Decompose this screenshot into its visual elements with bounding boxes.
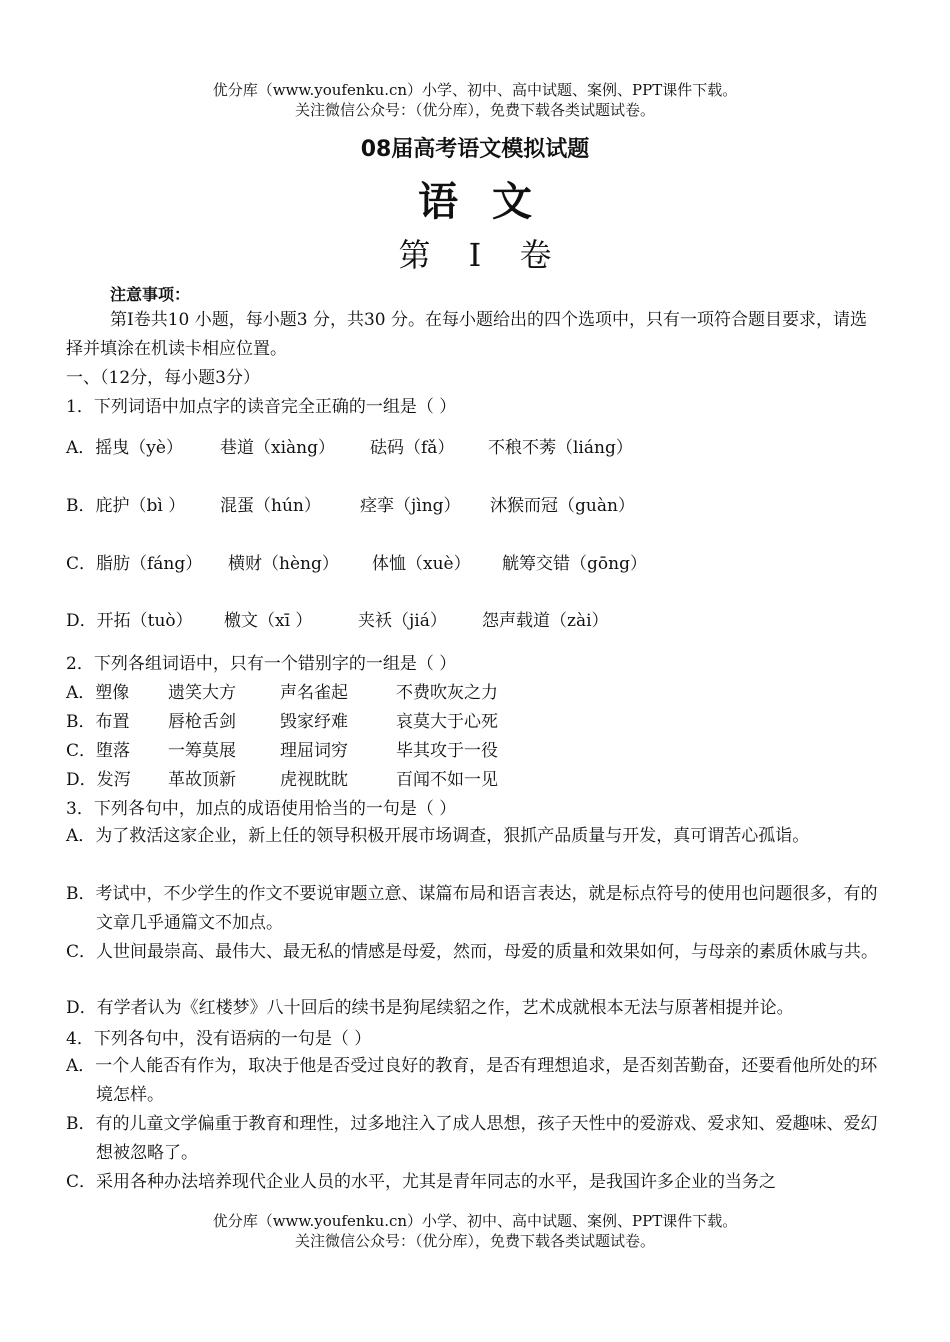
q2-cell: 唇枪舌剑 — [168, 712, 236, 732]
q1-c-item: 觥筹交错（gōng） — [502, 554, 647, 574]
q4-option-b-text: B．有的儿童文学偏重于教育和理性，过多地注入了成人思想，孩子天性中的爱游戏、爱求知、爱趣味、爱幻想被忽略了。 — [66, 1114, 878, 1163]
q4-option-a — [66, 1052, 886, 1110]
q2-cell: 理屈词穷 — [280, 741, 348, 761]
q1-d-item: D．开拓（tuò） — [66, 611, 193, 631]
q2-cell: 不费吹灰之力 — [396, 683, 498, 703]
q3-option-c — [66, 938, 886, 967]
footer-line-1: 优分库（www.youfenku.cn）小学、初中、高中试题、案例、PPT课件下载。 — [212, 1212, 738, 1230]
q1-a-item: 巷道（xiàng） — [220, 438, 335, 458]
q1-d-item: 夹袄（jiá） — [358, 611, 447, 631]
q2-cell: 哀莫大于心死 — [396, 712, 498, 732]
q1-b-item: 沐猴而冠（guàn） — [490, 496, 635, 516]
footer-line-2: 关注微信公众号：（优分库），免费下载各类试题试卷。 — [294, 1232, 655, 1250]
q2-option-a — [66, 681, 498, 705]
q1-c-item: C．脂肪（fáng） — [66, 554, 203, 574]
q4-option-a-text: A．一个人能否有作为，取决于他是否受过良好的教育，是否有理想追求，是否刻苦勤奋，还要看他所处的环境怎样。 — [66, 1056, 878, 1105]
q4-option-c — [66, 1168, 886, 1197]
q1-b-item: 痉挛（jìng） — [360, 496, 461, 516]
section-1-heading: 一、（12分，每小题3分） — [66, 368, 260, 388]
q3-stem: 3．下列各句中，加点的成语使用恰当的一句是（ ） — [66, 799, 457, 819]
q2-option-b — [66, 710, 498, 734]
q1-d-item: 怨声载道（zài） — [482, 611, 609, 631]
q1-d-item: 檄文（xī ） — [224, 611, 313, 631]
q2-cell: A．塑像 — [66, 683, 130, 703]
q2-stem: 2．下列各组词语中，只有一个错别字的一组是（ ） — [66, 654, 457, 674]
q4-option-b — [66, 1110, 886, 1168]
q3-option-d — [66, 994, 886, 1023]
q3-option-d-text: D．有学者认为《红楼梦》八十回后的续书是狗尾续貂之作，艺术成就根本无法与原著相提并论。 — [66, 998, 794, 1018]
q3-option-c-text: C．人世间最崇高、最伟大、最无私的情感是母爱，然而，母爱的质量和效果如何，与母亲的素质休戚与共。 — [66, 942, 879, 962]
q1-option-d — [66, 609, 609, 633]
q2-cell: D．发泻 — [66, 770, 131, 790]
q1-c-item: 体恤（xuè） — [372, 554, 471, 574]
q1-b-item: 混蛋（hún） — [220, 496, 321, 516]
q3-option-a-text: A．为了救活这家企业，新上任的领导积极开展市场调查，狠抓产品质量与开发，真可谓苦心孤诣。 — [66, 826, 810, 846]
q1-option-b — [66, 494, 635, 518]
volume-title: 第 I 卷 — [398, 236, 566, 274]
notice-text: 第Ⅰ卷共10 小题，每小题3 分，共30 分。在每小题给出的四个选项中，只有一项符合题目要求，请选择并填涂在机读卡相应位置。 — [66, 310, 868, 359]
q2-cell: 革故顶新 — [168, 770, 236, 790]
header-line-1: 优分库（www.youfenku.cn）小学、初中、高中试题、案例、PPT课件下载。 — [212, 81, 738, 99]
q3-option-b — [66, 880, 886, 938]
q2-cell: 遗笑大方 — [168, 683, 236, 703]
q2-cell: 百闻不如一见 — [396, 770, 498, 790]
q1-option-a — [66, 436, 633, 460]
q2-cell: 毕其攻于一役 — [396, 741, 498, 761]
q1-a-item: 砝码（fǎ） — [370, 438, 455, 458]
q2-cell: 毁家纾难 — [280, 712, 348, 732]
q2-option-c — [66, 739, 498, 763]
q4-option-c-text: C．采用各种办法培养现代企业人员的水平，尤其是青年同志的水平，是我国许多企业的当务之 — [66, 1172, 777, 1192]
q2-option-d — [66, 768, 498, 792]
header-line-2: 关注微信公众号：（优分库），免费下载各类试题试卷。 — [294, 101, 655, 119]
q4-stem: 4．下列各句中，没有语病的一句是（ ） — [66, 1029, 372, 1049]
q2-cell: B．布置 — [66, 712, 130, 732]
subject-title: 语文 — [418, 179, 566, 225]
q2-cell: 声名雀起 — [280, 683, 348, 703]
notice-heading: 注意事项： — [110, 285, 191, 304]
q1-stem: 1．下列词语中加点字的读音完全正确的一组是（ ） — [66, 397, 457, 417]
q2-cell: 一筹莫展 — [168, 741, 236, 761]
q1-b-item: B．庇护（bì ） — [66, 496, 186, 516]
q1-a-item: A．摇曳（yè） — [66, 438, 183, 458]
q2-cell: 虎视眈眈 — [280, 770, 348, 790]
q3-option-a — [66, 822, 886, 851]
q3-option-b-text: B．考试中，不少学生的作文不要说审题立意、谋篇布局和语言表达，就是标点符号的使用也问题很多，有的文章几乎通篇文不加点。 — [66, 884, 878, 933]
q1-option-c — [66, 552, 647, 576]
exam-title: 08届高考语文模拟试题 — [360, 137, 590, 162]
q1-c-item: 横财（hèng） — [228, 554, 339, 574]
q2-cell: C．堕落 — [66, 741, 131, 761]
q1-a-item: 不稂不莠（liáng） — [488, 438, 633, 458]
